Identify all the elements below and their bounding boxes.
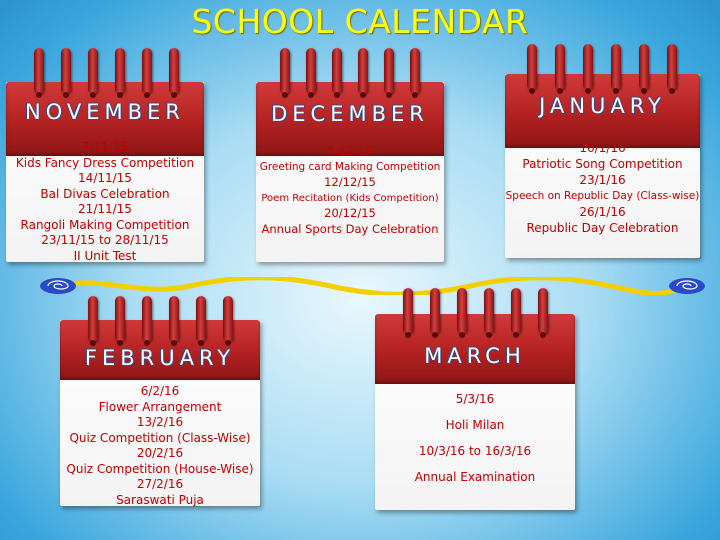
event-line: 14/11/15 <box>78 171 132 185</box>
binder-rings <box>256 48 444 108</box>
event-line: 26/1/16 <box>579 205 626 219</box>
event-line: Saraswati Puja <box>116 492 204 507</box>
event-line: 20/12/15 <box>324 206 376 220</box>
event-line: 7/11/15 <box>81 140 129 154</box>
event-line: Kids Fancy Dress Competition <box>15 155 195 170</box>
wave-line <box>58 278 687 295</box>
event-line: 13/2/16 <box>136 415 184 429</box>
event-line: 5/3/16 <box>455 392 495 406</box>
event-list-march <box>375 386 575 490</box>
month-title-march: MARCH <box>424 344 526 368</box>
month-title-november: NOVEMBER <box>25 100 185 124</box>
event-line: 10/3/16 to 16/3/16 <box>418 444 532 458</box>
event-line: 20/2/16 <box>136 446 184 460</box>
event-line: 21/11/15 <box>78 202 132 216</box>
calendar-february <box>60 296 260 506</box>
event-list-november <box>6 140 204 264</box>
month-title-january: JANUARY <box>539 94 666 118</box>
calendar-january <box>505 44 700 258</box>
month-title-february: FEBRUARY <box>84 346 236 370</box>
binder-rings <box>6 48 204 108</box>
event-line: Quiz Competition (Class-Wise) <box>69 430 251 445</box>
swirl-left-icon <box>40 278 76 294</box>
event-line: Greeting card Making Competition <box>259 160 441 173</box>
event-line: 6/2/16 <box>140 384 180 398</box>
event-line: 16/1/16 <box>579 141 626 155</box>
decorative-divider <box>40 277 705 295</box>
event-line: 23/11/15 to 28/11/15 <box>41 233 169 247</box>
event-line: 12/12/15 <box>324 175 376 189</box>
event-line: Annual Sports Day Celebration <box>261 221 439 236</box>
event-line: Speech on Republic Day (Class-wise) <box>505 190 700 202</box>
event-line: Annual Examination <box>414 470 536 484</box>
event-line: Patriotic Song Competition <box>522 157 683 171</box>
event-line: 5/12/15 <box>327 144 373 158</box>
event-line: Holi Milan <box>445 418 505 432</box>
month-title-december: DECEMBER <box>271 102 429 126</box>
event-list-december <box>256 144 444 237</box>
event-line: Republic Day Celebration <box>526 221 679 235</box>
calendar-march <box>375 288 575 510</box>
event-line: Quiz Competition (House-Wise) <box>66 461 254 476</box>
event-line: 23/1/16 <box>579 173 626 187</box>
calendar-december <box>256 48 444 262</box>
event-line: II Unit Test <box>73 248 137 263</box>
event-line: Bal Divas Celebration <box>40 186 170 201</box>
binder-rings <box>375 288 575 348</box>
calendar-november <box>6 48 204 262</box>
swirl-right-icon <box>669 278 705 294</box>
event-line: 27/2/16 <box>136 477 184 491</box>
event-line: Rangoli Making Competition <box>20 217 190 232</box>
event-list-february <box>60 384 260 508</box>
event-line: Flower Arrangement <box>98 399 222 414</box>
event-list-january <box>505 140 700 236</box>
event-line: Poem Recitation (Kids Competition) <box>261 192 439 204</box>
page-title: SCHOOL CALENDAR <box>191 2 529 41</box>
